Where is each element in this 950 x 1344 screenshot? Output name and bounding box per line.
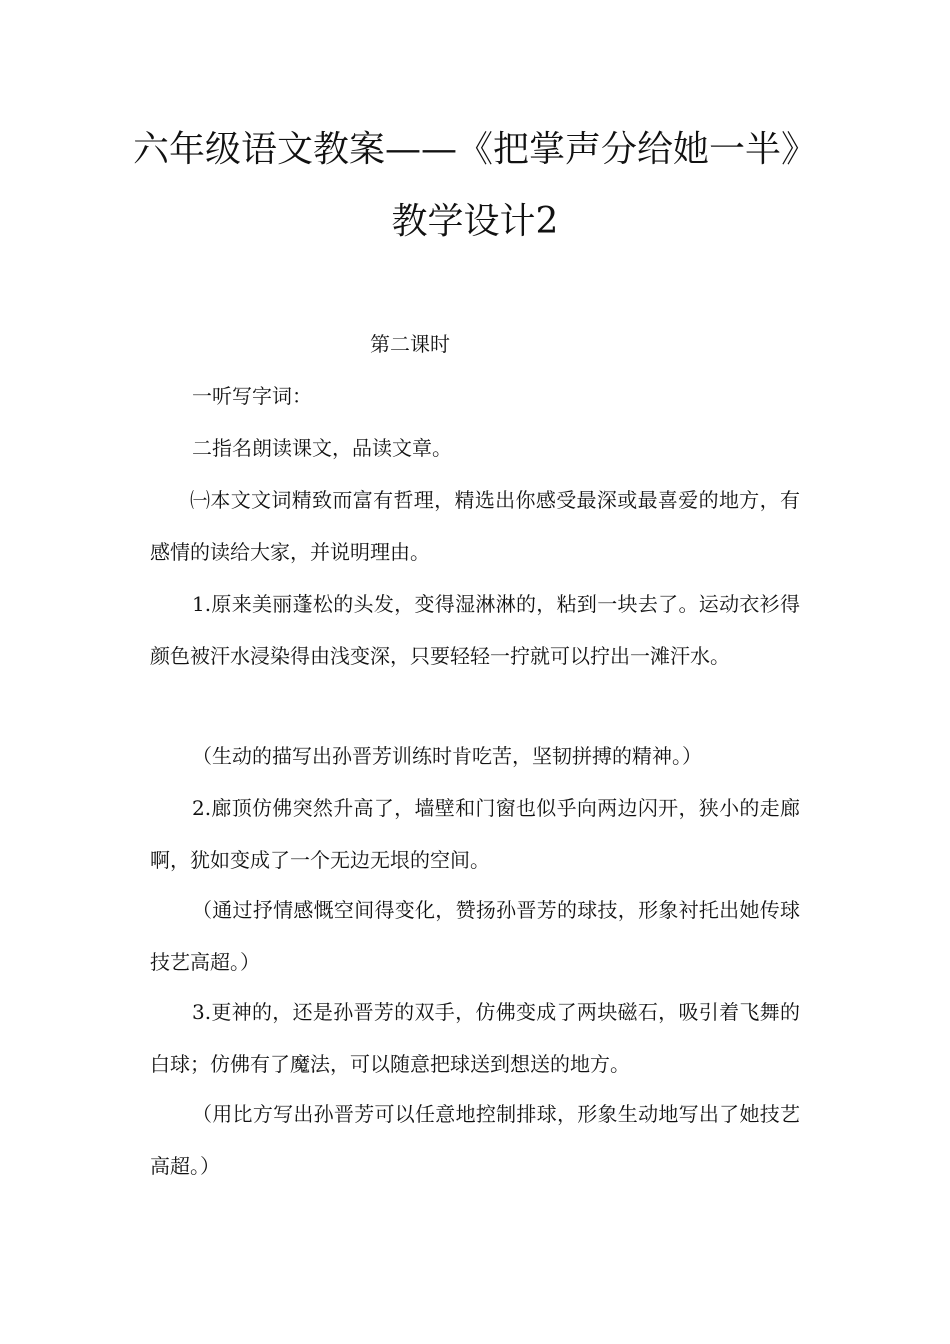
paragraph-example-3: 3.更神的，还是孙晋芳的双手，仿佛变成了两块磁石，吸引着飞舞的白球；仿佛有了魔法，可以随意把球送到想送的地方。 xyxy=(150,1000,800,1076)
paragraph-section-1: ㈠本文文词精致而富有哲理，精选出你感受最深或最喜爱的地方，有感情的读给大家，并说明理由。 xyxy=(150,488,800,564)
document-title-line-2: 教学设计2 xyxy=(391,201,559,242)
paragraph-note-3: （用比方写出孙晋芳可以任意地控制排球，形象生动地写出了她技艺高超。） xyxy=(150,1102,800,1178)
lesson-heading: 第二课时 xyxy=(370,332,450,356)
paragraph-note-1: （生动的描写出孙晋芳训练时肯吃苦，坚韧拼搏的精神。） xyxy=(192,744,702,768)
paragraph-note-2: （通过抒情感慨空间得变化，赞扬孙晋芳的球技，形象衬托出她传球技艺高超。） xyxy=(150,898,800,974)
paragraph-dictation: 一听写字词： xyxy=(192,384,312,408)
paragraph-reading: 二指名朗读课文，品读文章。 xyxy=(192,436,452,460)
paragraph-example-1: 1.原来美丽蓬松的头发，变得湿淋淋的，粘到一块去了。运动衣衫得颜色被汗水浸染得由浅变深，只要轻轻一拧就可以拧出一滩汗水。 xyxy=(150,592,800,668)
document-title-line-1: 六年级语文教案——《把掌声分给她一半》 xyxy=(132,129,817,170)
paragraph-example-2: 2.廊顶仿佛突然升高了，墙壁和门窗也似乎向两边闪开，狭小的走廊啊，犹如变成了一个无边无垠的空间。 xyxy=(150,796,800,872)
